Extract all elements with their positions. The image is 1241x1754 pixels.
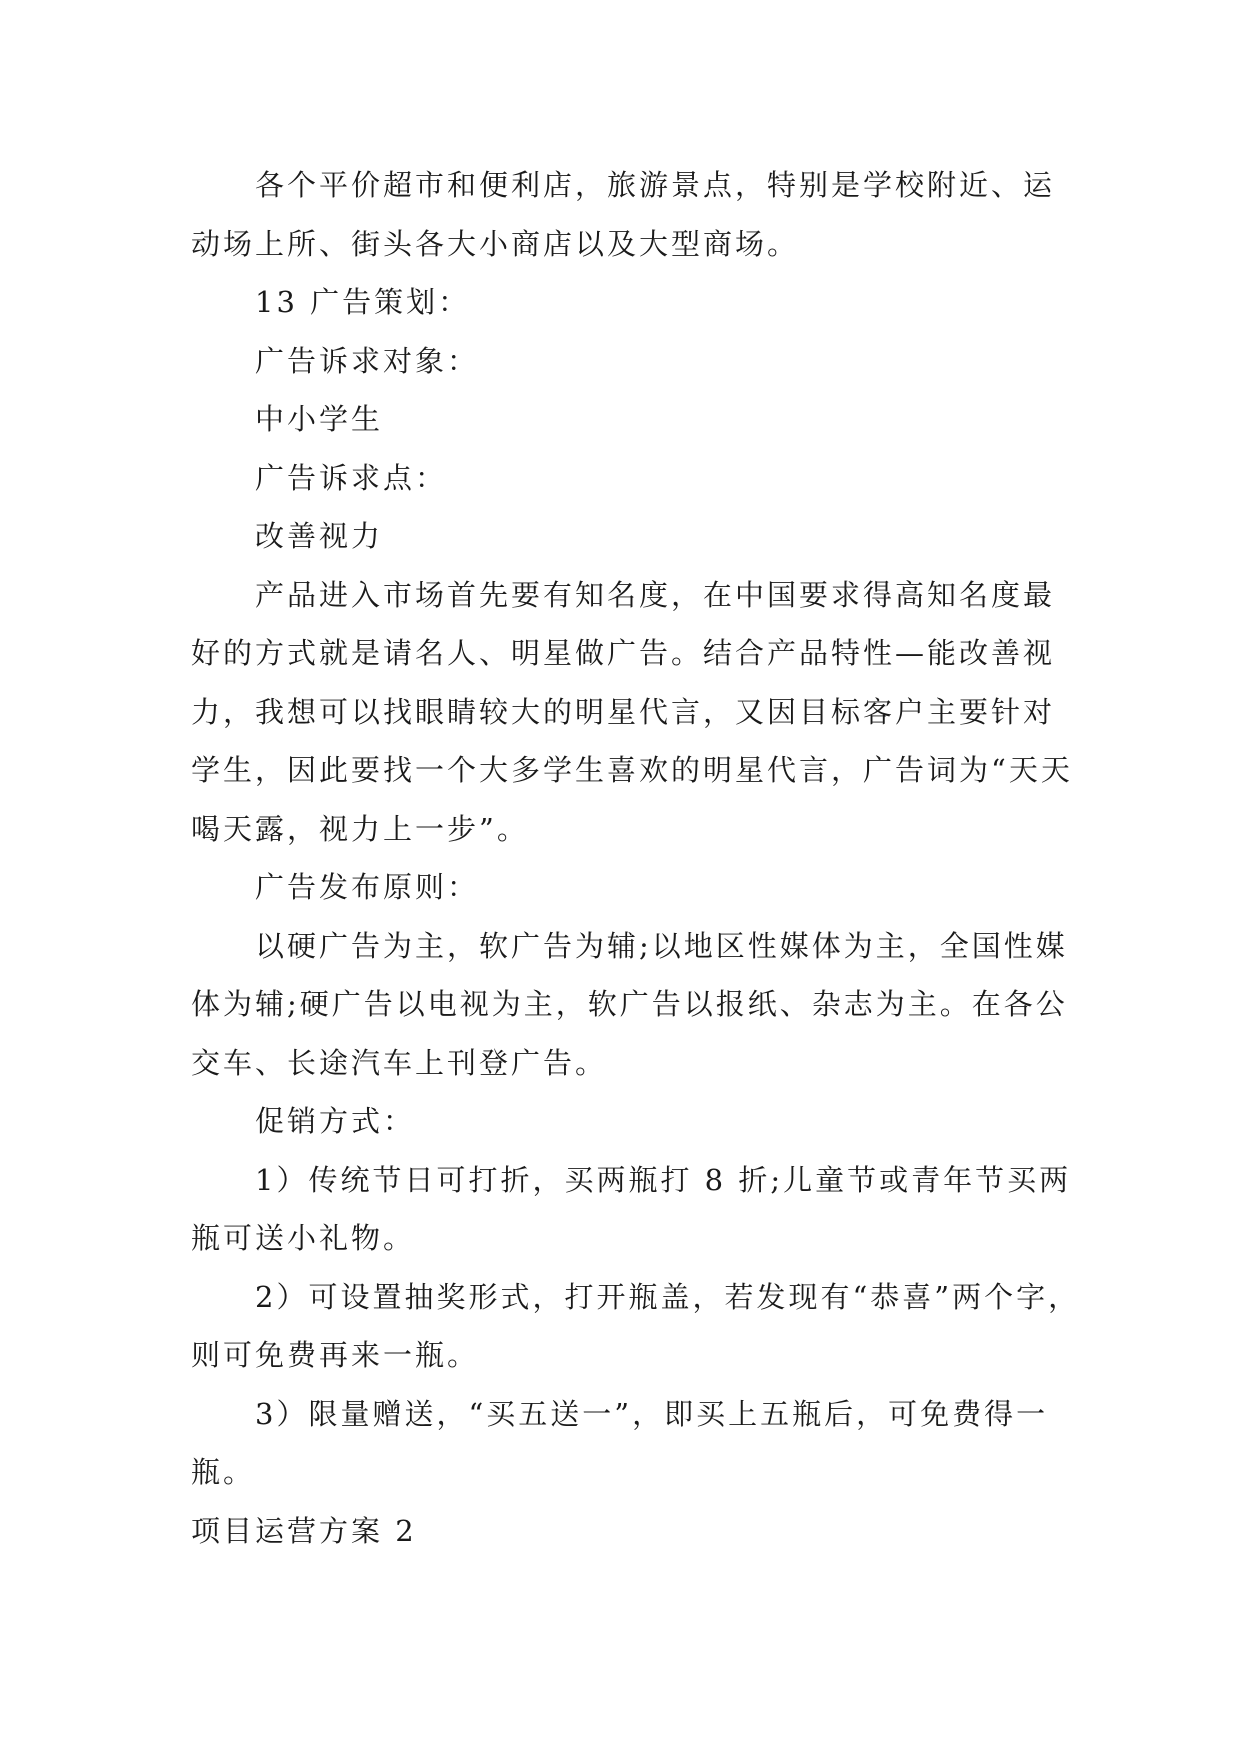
- paragraph-promotion-item-2: 2）可设置抽奖形式，打开瓶盖，若发现有“恭喜”两个字，则可免费再来一瓶。: [191, 1279, 1081, 1372]
- paragraph-promotion-item-1: 1）传统节日可打折，买两瓶打 8 折;儿童节或青年节买两瓶可送小礼物。: [191, 1162, 1072, 1255]
- paragraph-distribution-locations: 各个平价超市和便利店，旅游景点，特别是学校附近、运动场上所、街头各大小商店以及大型商场。: [191, 168, 1056, 261]
- paragraph-appeal-point-value: 改善视力: [255, 519, 384, 553]
- document-body: [191, 156, 1081, 1560]
- paragraph-target-audience-value: 中小学生: [255, 402, 384, 436]
- paragraph-publishing-principle: 以硬广告为主，软广告为辅;以地区性媒体为主，全国性媒体为辅;硬广告以电视为主，软广告以报纸、杂志为主。在各公交车、长途汽车上刊登广告。: [191, 928, 1068, 1080]
- paragraph-publishing-principle-label: 广告发布原则：: [255, 870, 480, 904]
- paragraph-appeal-point-label: 广告诉求点：: [255, 460, 448, 495]
- section-heading: 项目运营方案 2: [191, 1513, 417, 1548]
- paragraph-ad-planning-heading: 13 广告策划：: [255, 285, 471, 319]
- paragraph-target-audience-label: 广告诉求对象：: [255, 343, 480, 378]
- paragraph-celebrity-endorsement: 产品进入市场首先要有知名度，在中国要求得高知名度最好的方式就是请名人、明星做广告。结合产品特性—能改善视力，我想可以找眼睛较大的明星代言，又因目标客户主要针对学生，因此要找一个大多学生喜欢的明星代言，广告词为“天天喝天露，视力上一步”。: [191, 577, 1073, 846]
- paragraph-promotion-label: 促销方式：: [255, 1104, 416, 1138]
- paragraph-promotion-item-3: 3）限量赠送，“买五送一”，即买上五瓶后，可免费得一瓶。: [191, 1396, 1049, 1489]
